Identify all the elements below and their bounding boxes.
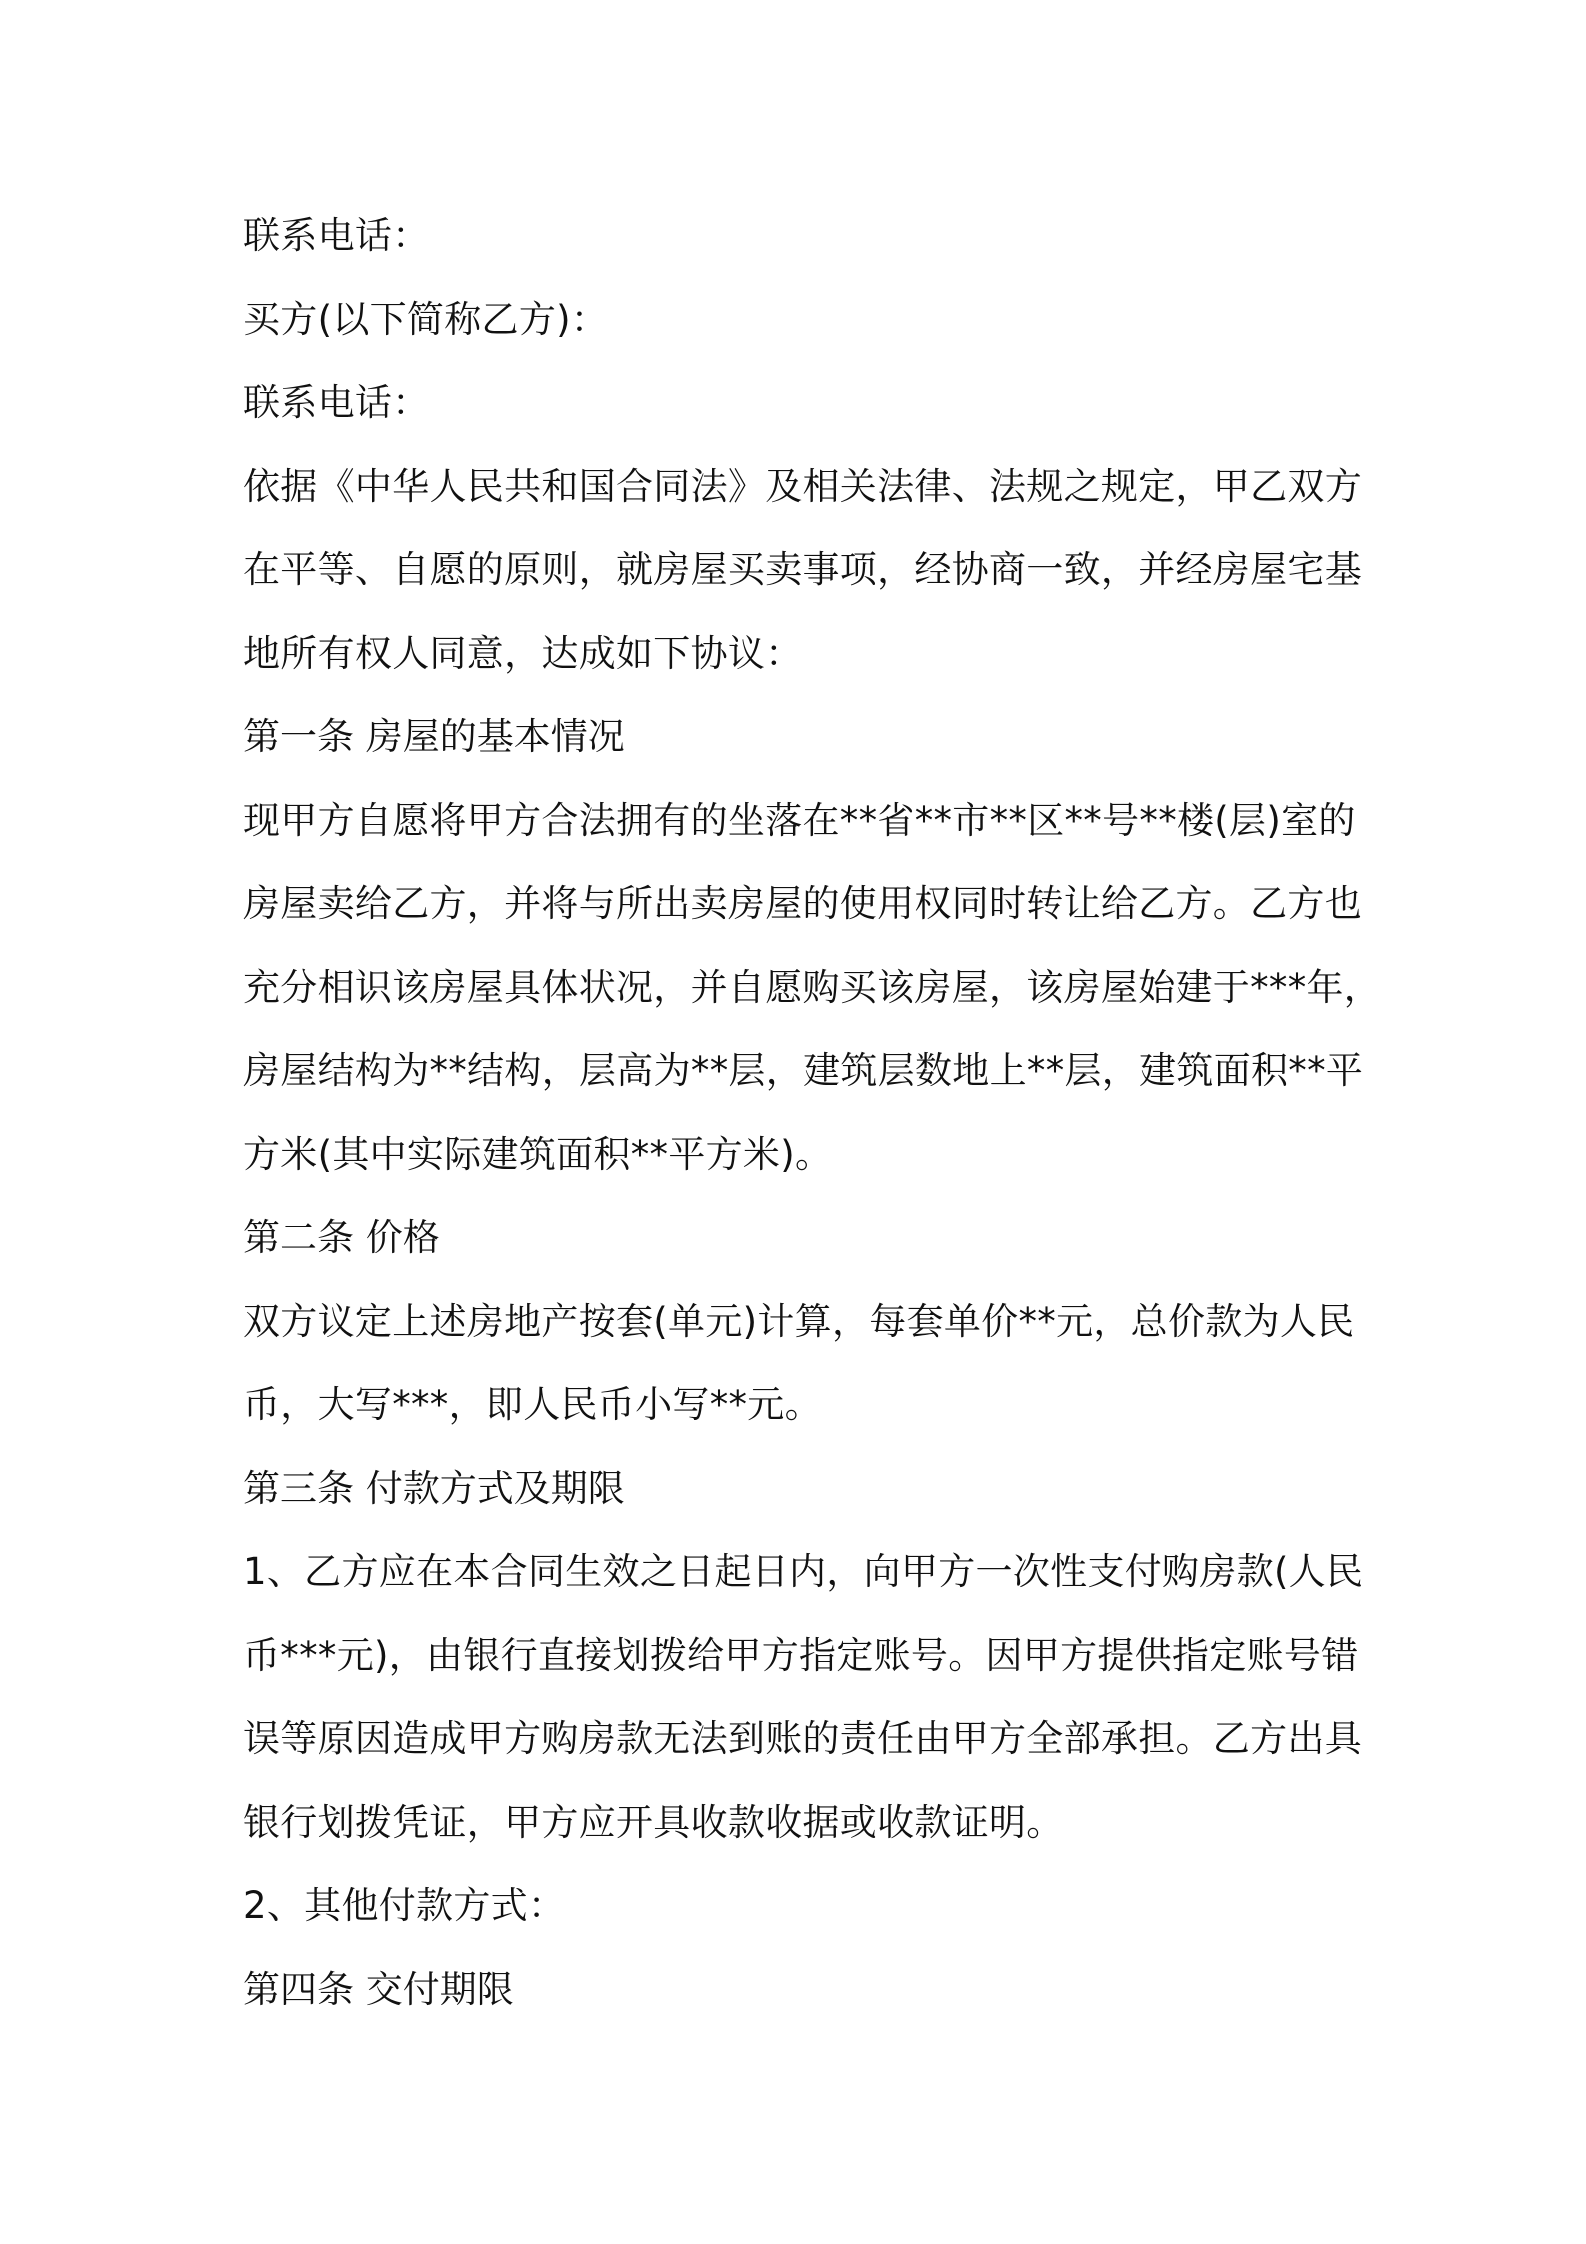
preamble-line-3: 地所有权人同意，达成如下协议： bbox=[243, 631, 803, 675]
article-1-line-2: 房屋卖给乙方，并将与所出卖房屋的使用权同时转让给乙方。乙方也 bbox=[243, 882, 1362, 925]
article-3-line-5: 2、其他付款方式： bbox=[243, 1884, 566, 1927]
article-3-heading: 第三条 付款方式及期限 bbox=[243, 1466, 625, 1510]
preamble-line-2: 在平等、自愿的原则，就房屋买卖事项，经协商一致，并经房屋宅基 bbox=[243, 548, 1362, 591]
contact-phone-label-1: 联系电话： bbox=[243, 214, 430, 257]
contact-phone-label-2: 联系电话： bbox=[243, 381, 430, 424]
article-2-line-2: 币，大写***，即人民币小写**元。 bbox=[243, 1383, 822, 1426]
article-1-line-1: 现甲方自愿将甲方合法拥有的坐落在**省**市**区**号**楼(层)室的 bbox=[243, 798, 1356, 842]
article-1-line-4: 房屋结构为**结构，层高为**层，建筑层数地上**层，建筑面积**平 bbox=[243, 1049, 1364, 1092]
article-3-line-3: 误等原因造成甲方购房款无法到账的责任由甲方全部承担。乙方出具 bbox=[243, 1717, 1362, 1760]
buyer-label: 买方(以下简称乙方)： bbox=[243, 297, 609, 341]
article-3-line-2: 币***元)，由银行直接划拨给甲方指定账号。因甲方提供指定账号错 bbox=[243, 1633, 1359, 1677]
article-4-heading: 第四条 交付期限 bbox=[243, 1967, 514, 2011]
article-2-line-1: 双方议定上述房地产按套(单元)计算，每套单价**元，总价款为人民 bbox=[243, 1299, 1355, 1343]
article-2-heading: 第二条 价格 bbox=[243, 1216, 440, 1259]
preamble-line-1: 依据《中华人民共和国合同法》及相关法律、法规之规定，甲乙双方 bbox=[243, 464, 1362, 508]
article-1-line-3: 充分相识该房屋具体状况，并自愿购买该房屋，该房屋始建于***年， bbox=[243, 965, 1382, 1009]
article-3-line-1: 1、乙方应在本合同生效之日起日内，向甲方一次性支付购房款(人民 bbox=[243, 1550, 1364, 1593]
contract-text bbox=[243, 194, 1382, 2031]
article-1-heading: 第一条 房屋的基本情况 bbox=[243, 715, 625, 758]
article-1-line-5: 方米(其中实际建筑面积**平方米)。 bbox=[243, 1132, 833, 1176]
article-3-line-4: 银行划拨凭证，甲方应开具收款收据或收款证明。 bbox=[243, 1800, 1064, 1844]
